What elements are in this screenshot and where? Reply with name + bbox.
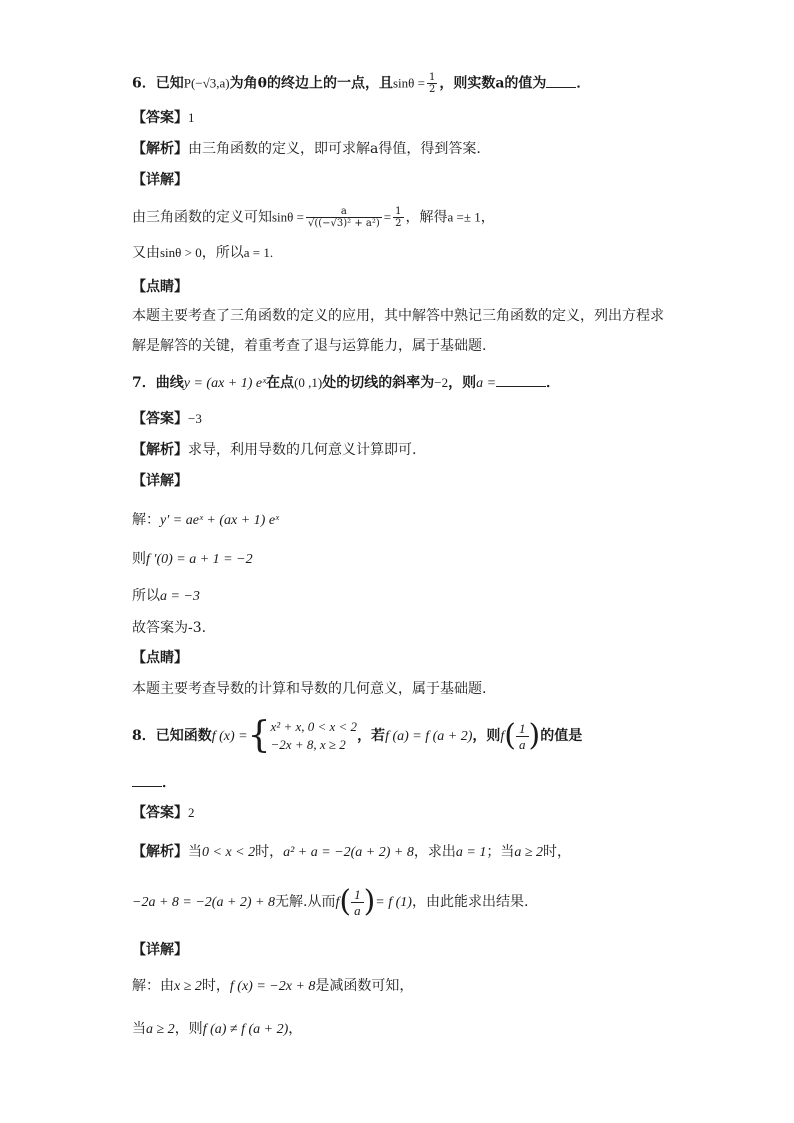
q8-stem-end: ． (132, 772, 176, 793)
q7-number: 7． (132, 375, 156, 391)
q8-answer: 【答案】2 (132, 805, 195, 821)
q8-analysis-line2: −2a + 8 = −2(a + 2) + 8无解.从而f( $\frac{1}{a}$ )= f (1)，由此能求出结果. (132, 884, 529, 919)
q7-solution-line2: 则f ′(0) = a + 1 = −2 (132, 551, 253, 567)
q7-stem: 7．曲线y = (ax + 1) eˣ在点(0 ,1)处的切线的斜率为−2，则a = ． (132, 372, 560, 394)
q6-comment-line2: 解是解答的关键，着重考查了退与运算能力，属于基础题. (132, 338, 487, 354)
q8-number: 8． (132, 728, 156, 744)
q6-detail-line1: 由三角函数的定义可知sinθ = $\frac{a}{\text{√((−√3)² + a²)}}$ = $\frac{1}{2}$ ，解得a =± 1， (132, 206, 495, 229)
q6-detail-tag: 【详解】 (132, 172, 188, 188)
q6-answer: 【答案】1 (132, 110, 195, 126)
q6-answer-blank (546, 73, 576, 88)
q7-answer: 【答案】−3 (132, 411, 202, 427)
piecewise-brace: { (247, 715, 271, 756)
answer-tag: 【答案】 (132, 110, 188, 126)
q8-detail-tag: 【详解】 (132, 942, 188, 958)
q6-analysis: 【解析】由三角函数的定义，即可求解a得值，得到答案. (132, 141, 481, 157)
q6-sin-fraction: $\frac{a}{\text{√((−√3)² + a²)}}$ (307, 206, 380, 229)
q7-comment-tag: 【点睛】 (132, 650, 188, 666)
q7-comment: 本题主要考查导数的计算和导数的几何意义，属于基础题. (132, 681, 487, 697)
q7-detail-tag: 【详解】 (132, 473, 188, 489)
q6-number: 6． (132, 75, 156, 92)
q6-half-fraction: $\frac{1}{2}$ (428, 72, 436, 95)
q7-answer-blank (496, 372, 546, 387)
q7-solution-line3: 所以a = −3 (132, 588, 200, 604)
q6-comment-tag: 【点睛】 (132, 279, 188, 295)
q6-comment-line1: 本题主要考查了三角函数的定义的应用，其中解答中熟记三角函数的定义，列出方程求 (132, 308, 664, 324)
q8-stem: 8．已知函数f (x) ={ x² + x, 0 < x < 2 −2x + 8, x ≥ 2 ，若f (a) = f (a + 2)，则f( $\frac{1}{a}$ )的值是 (132, 715, 583, 756)
q8-inverse-fraction: $\frac{1}{a}$ (516, 721, 529, 752)
q8-analysis-line1: 【解析】当0 < x < 2时，a² + a = −2(a + 2) + 8，求出a = 1；当a ≥ 2时， (132, 844, 572, 860)
q8-detail-line2: 当a ≥ 2，则f (a) ≠ f (a + 2)， (132, 1021, 303, 1037)
q6-detail-line2: 又由sinθ > 0，所以a = 1. (132, 245, 274, 261)
q7-solution-line4: 故答案为-3. (132, 620, 207, 636)
q8-answer-blank (132, 772, 162, 787)
q6-stem: 6．已知P(−√3,a)为角θ的终边上的一点，且sinθ = $\frac{1}{2}$ ，则实数a的值为 ． (132, 72, 591, 95)
q7-curve: y = (ax + 1) eˣ (183, 376, 267, 391)
q7-solution-line1: 解：y′ = aeˣ + (ax + 1) eˣ (132, 512, 279, 528)
q8-piecewise-cases: x² + x, 0 < x < 2 −2x + 8, x ≥ 2 (270, 719, 358, 752)
q6-point: P(−√3,a) (183, 75, 230, 91)
q7-analysis: 【解析】求导，利用导数的几何意义计算即可. (132, 442, 417, 458)
analysis-tag: 【解析】 (132, 141, 188, 157)
q8-detail-line1: 解：由x ≥ 2时，f (x) = −2x + 8是减函数可知， (132, 978, 414, 994)
